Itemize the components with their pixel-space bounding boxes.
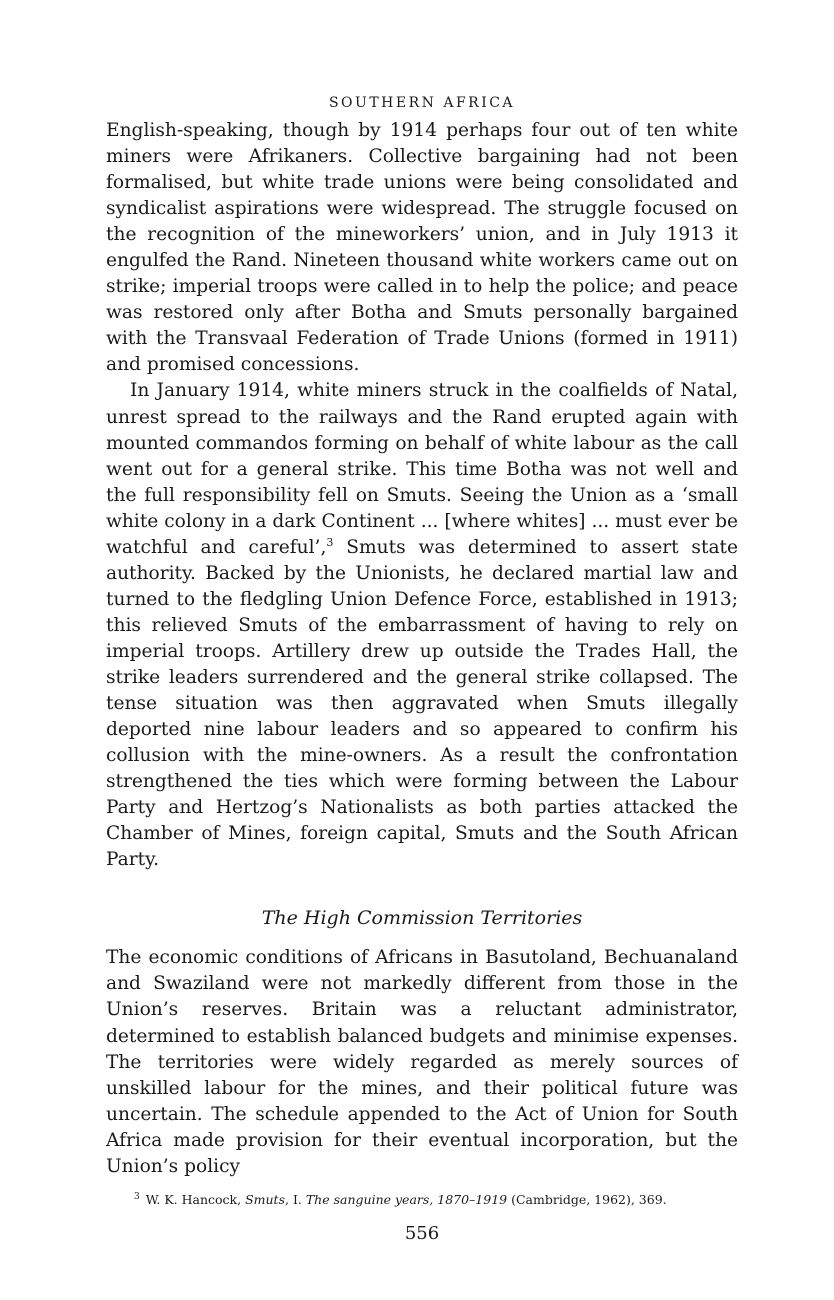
running-head: SOUTHERN AFRICA [328,95,516,111]
paragraph-2-part-1: In January 1914, white miners struck in the coalfields of Natal, unrest spread to the railways and the Rand erupted again with mounted commandos forming on behalf of white labour as the call went out for a general strike. This time Botha was not well and the full responsibility fell on Smuts. Seeing the Union as a ‘small white colony in a dark Continent ... [where whites] ... must ever be watchful and careful’, [106,380,738,558]
page [106,92,738,1244]
footnote-publication: (Cambridge, 1962), 369. [507,1191,667,1207]
footnote-subtitle: The sanguine years, 1870–1919 [305,1191,508,1207]
page-number: 556 [404,1222,440,1244]
footnote-number: 3 [134,1191,140,1202]
paragraph-1: English-speaking, though by 1914 perhaps four out of ten white miners were Afrikaners. Collective bargaining had not been formalised, but white trade unions were being consolidated and syndicalist aspirations were widespread. The struggle focused on the recognition of the mineworkers’ union, and in July 1913 it engulfed the Rand. Nineteen thousand white workers came out on strike; imperial troops were called in to help the police; and peace was restored only after Botha and Smuts personally bargained with the Transvaal Federation of Trade Unions (formed in 1911) and promised concessions. [106,120,738,376]
footnote-author: W. K. Hancock, [145,1191,246,1207]
section-heading: The High Commission Territories [261,907,583,930]
paragraph-2-part-2: Smuts was determined to assert state authority. Backed by the Unionists, he declared martial law and turned to the fledgling Union Defence Force, established in 1913; this relieved Smuts of the embarrassment of having to rely on imperial troops. Artillery drew up outside the Trades Hall, the strike leaders surrendered and the general strike collapsed. The tense situation was then aggravated when Smuts illegally deported nine labour leaders and so appeared to confirm his collusion with the mine-owners. As a result the confrontation strengthened the ties which were forming between the Labour Party and Hertzog’s Nationalists as both parties attacked the Chamber of Mines, foreign capital, Smuts and the South African Party. [106,536,739,871]
section-paragraph: The economic conditions of Africans in Basutoland, Bechuanaland and Swaziland were not markedly different from those in the Union’s reserves. Britain was a reluctant administrator, determined to establish balanced budgets and minimise expenses. The territories were widely regarded as merely sources of unskilled labour for the mines, and their political future was uncertain. The schedule appended to the Act of Union for South Africa made provision for their eventual incorporation, but the Union’s policy [106,947,738,1177]
footnote-volume: , I. [285,1191,306,1207]
footnote-reference[interactable]: 3 [326,535,334,549]
paragraph-2 [106,378,738,873]
footnote-title: Smuts [245,1191,285,1207]
footnote [106,1188,738,1209]
